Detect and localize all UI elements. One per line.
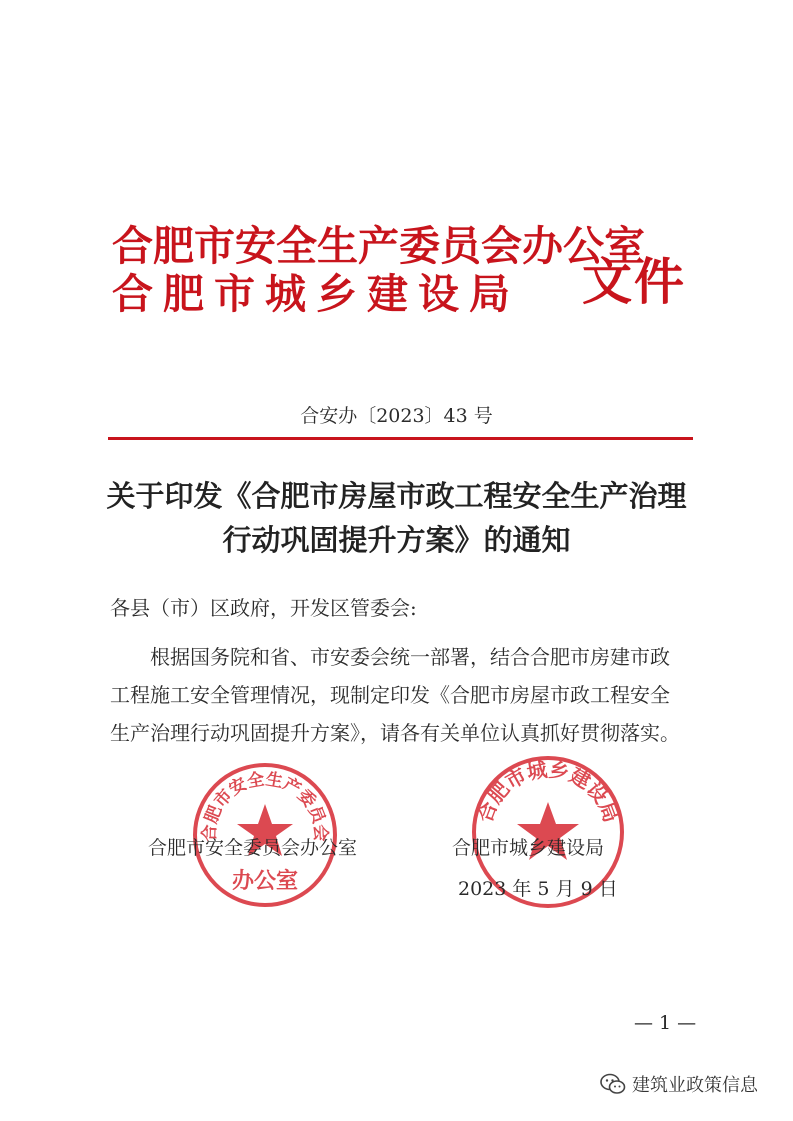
svg-text:合肥市安全生产委员会: 合肥市安全生产委员会 xyxy=(199,769,331,842)
issuer-safety-committee: 合肥市安全生产委员会办公室 xyxy=(112,222,645,270)
body-paragraph xyxy=(110,638,700,752)
watermark-text: 建筑业政策信息 xyxy=(632,1075,758,1096)
document-number: 合安办〔2023〕43 号 xyxy=(300,405,493,427)
title-line: 行动巩固提升方案》的通知 xyxy=(222,523,571,557)
svg-text:合肥市城乡建设局: 合肥市城乡建设局 xyxy=(472,757,624,826)
red-divider xyxy=(108,437,693,440)
salutation: 各县（市）区政府，开发区管委会: xyxy=(110,596,417,620)
wechat-icon xyxy=(600,1072,626,1096)
notice-title xyxy=(0,474,793,562)
body-line: 根据国务院和省、市安委会统一部署，结合合肥市房建市政 xyxy=(150,645,670,669)
body-line: 生产治理行动巩固提升方案》，请各有关单位认真抓好贯彻落实。 xyxy=(110,721,680,745)
signature-right-org: 合肥市城乡建设局 xyxy=(452,837,605,859)
signature-left-org: 合肥市安全委员会办公室 xyxy=(148,837,358,859)
svg-text:办公室: 办公室 xyxy=(231,869,299,894)
wechat-watermark xyxy=(600,1070,758,1098)
issue-date: 2023 年 5 月 9 日 xyxy=(458,878,618,900)
page-number: — 1 — xyxy=(634,1012,697,1034)
document-header-word: 文件 xyxy=(582,252,686,311)
title-line: 关于印发《合肥市房屋市政工程安全生产治理 xyxy=(106,479,687,513)
issuer-construction-bureau: 合肥市城乡建设局 xyxy=(112,270,520,318)
body-line: 工程施工安全管理情况，现制定印发《合肥市房屋市政工程安全 xyxy=(110,683,670,707)
